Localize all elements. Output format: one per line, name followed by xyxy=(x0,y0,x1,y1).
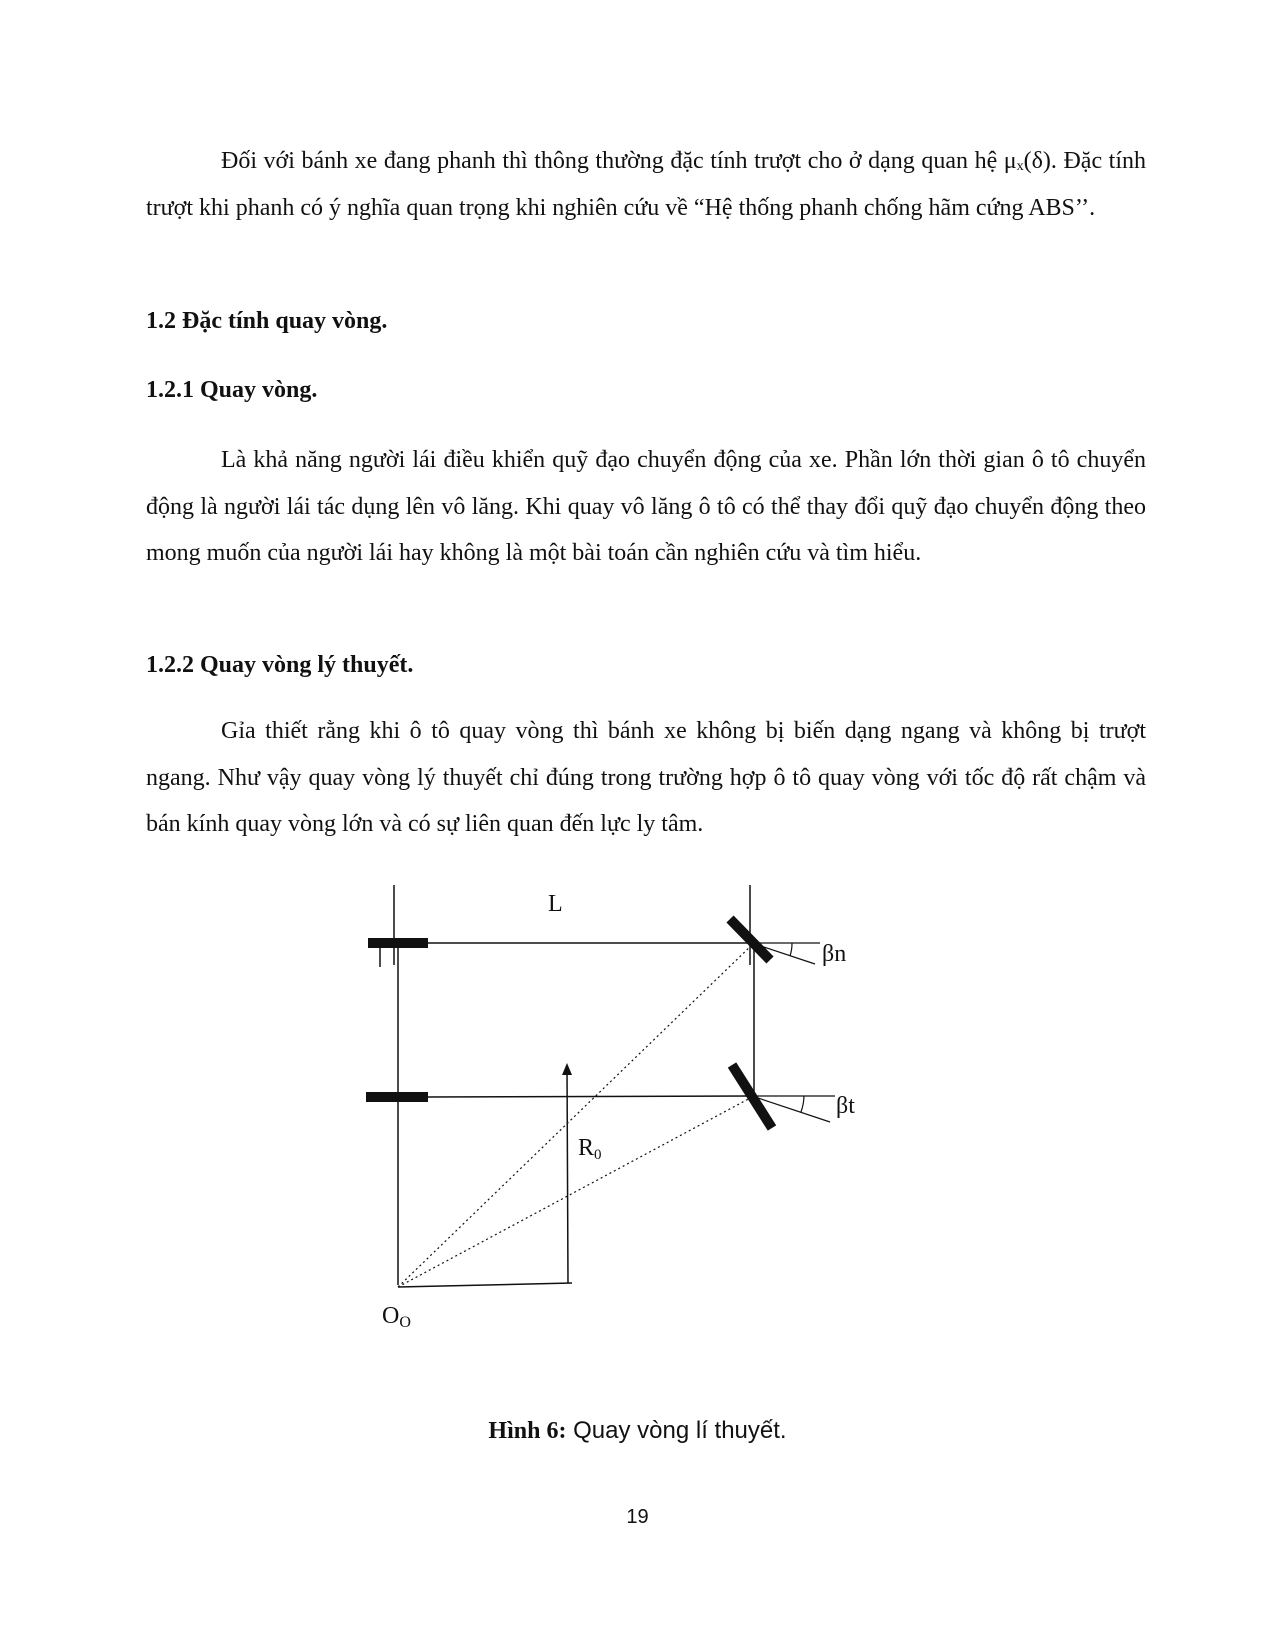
label-beta-outer: βn xyxy=(822,941,847,967)
figure-caption-label: Hình 6: xyxy=(488,1418,567,1444)
turning-diagram-svg xyxy=(360,885,920,1405)
label-radius: R0 xyxy=(578,1135,602,1163)
figure-caption-text: Quay vòng lí thuyết. xyxy=(566,1417,787,1444)
paragraph-theoretical-turning: Gỉa thiết rằng khi ô tô quay vòng thì bánh xe không bị biến dạng ngang và không bị trượt ngang. Như vậy quay vòng lý thuyết chỉ đúng trong trường hợp ô tô quay vòng với tốc độ rất chậm và bán kính quay vòng lớn và có sự liên quan đến lực ly tâm. xyxy=(146,718,1146,837)
radius-arrow-head xyxy=(562,1063,572,1075)
center-baseline xyxy=(398,1283,572,1287)
label-turning-center: OO xyxy=(382,1303,411,1331)
inner-side-line xyxy=(426,1096,752,1097)
radius-arrow-line xyxy=(567,1067,568,1283)
heading-section-1-2-1: 1.2.1 Quay vòng. xyxy=(146,377,318,403)
rear-inner-wheel xyxy=(366,1092,428,1102)
turning-diagram xyxy=(360,885,920,1405)
label-beta-inner: βt xyxy=(836,1093,855,1119)
heading-section-1-2-2: 1.2.2 Quay vòng lý thuyết. xyxy=(146,652,414,678)
paragraph-turning-intro: Là khả năng người lái điều khiển quỹ đạo chuyển động của xe. Phần lớn thời gian ô tô chuyển động là người lái tác dụng lên vô lăng. Khi quay vô lăng ô tô có thể thay đổi quỹ đạo chuyển động theo mong muốn của người lái hay không là một bài toán cần nghiên cứu và tìm hiểu. xyxy=(146,447,1146,566)
label-wheelbase: L xyxy=(548,891,563,917)
inner-radius-line xyxy=(398,1096,754,1287)
page-number: 19 xyxy=(626,1506,649,1528)
paragraph-braking-slip: Đối với bánh xe đang phanh thì thông thường đặc tính trượt cho ở dạng quan hệ μₓ(δ). Đặc tính trượt khi phanh có ý nghĩa quan trọng khi nghiên cứu về “Hệ thống phanh chống hãm cứng ABS’’. xyxy=(146,148,1146,221)
figure-caption xyxy=(0,1416,1275,1446)
beta-inner-arc xyxy=(801,1096,804,1112)
rear-outer-wheel xyxy=(368,938,428,948)
heading-section-1-2: 1.2 Đặc tính quay vòng. xyxy=(146,308,388,334)
beta-outer-arc xyxy=(790,943,792,956)
outer-radius-line xyxy=(398,943,754,1287)
